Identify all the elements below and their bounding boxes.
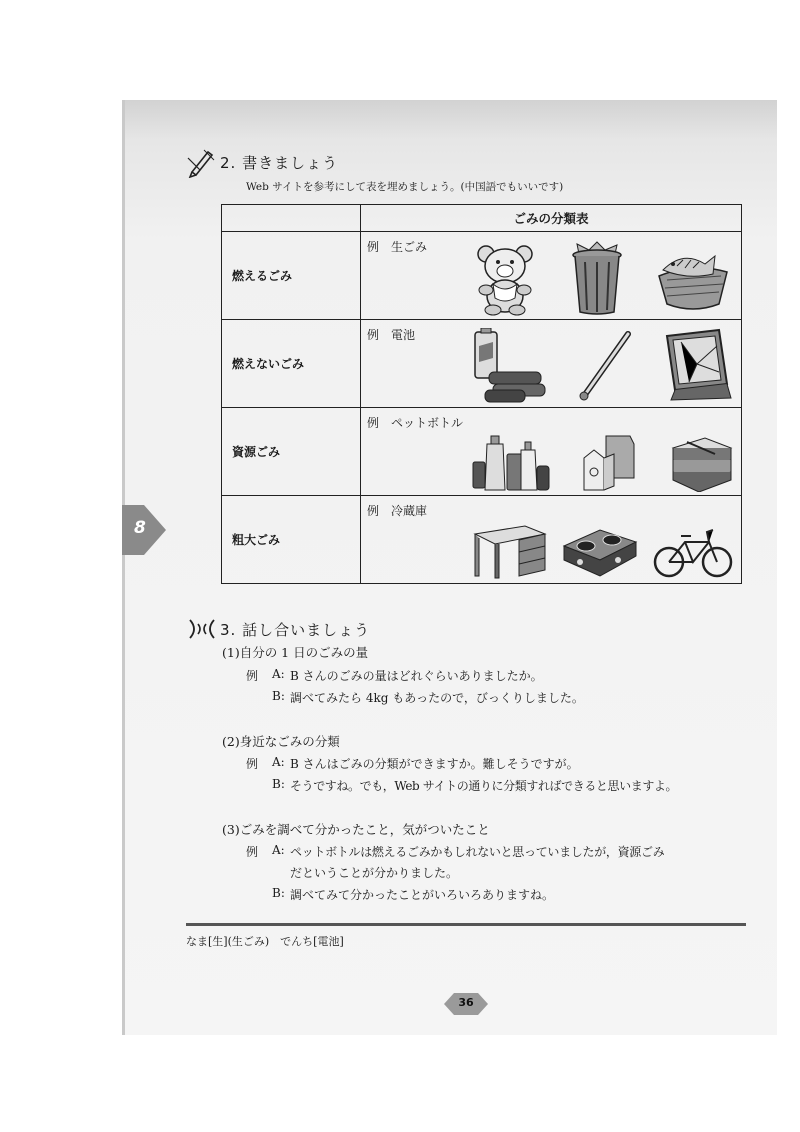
section2-title: 2. 書きましょう [220,154,339,172]
rei-label: 例 [246,845,259,859]
speaker-label: B: [272,689,285,703]
category-label: 粗大ごみ [222,496,361,584]
teddy-bear-icon [471,240,541,316]
dialogue-line: B さんはごみの分類ができますか。難しそうですが。 [290,757,579,771]
speaker-label: A: [272,755,285,769]
dialogue-line: 調べてみて分かったことがいろいろありますね。 [290,888,555,902]
pencil-icon [186,146,216,178]
rei-label: 例 [246,757,259,771]
discussion-heading-1: (1)自分の 1 日のごみの量 [222,645,369,660]
category-label: 燃えないごみ [222,320,361,408]
dialogue-line: B さんのごみの量はどれぐらいありましたか。 [290,669,543,683]
thermometer-icon [576,328,636,404]
footnote-divider [186,923,746,926]
broken-monitor-icon [661,328,733,404]
table-row [222,408,742,496]
rei-label: 例 [246,669,259,683]
table-header: ごみの分類表 [361,205,742,232]
section3-title: 3. 話し合いましょう [220,621,371,639]
table-row [222,496,742,584]
cartons-icon [580,432,640,492]
fish-basket-icon [653,240,733,316]
speaker-label: A: [272,843,285,857]
speaker-label: A: [272,667,285,681]
page-edge [122,100,125,1035]
batteries-icon [471,328,551,404]
example-text: 例 電池 [367,328,416,342]
example-text: 例 生ごみ [367,240,428,254]
table-corner-cell [222,205,361,232]
desk-icon [471,520,547,580]
dialogue-line: 調べてみたら 4kg もあったので，びっくりしました。 [290,691,584,705]
category-label: 資源ごみ [222,408,361,496]
classification-table [221,204,742,584]
bicycle-icon [653,520,733,580]
speaker-label: B: [272,777,285,791]
speaker-label: B: [272,886,285,900]
page-number: 36 [458,996,474,1009]
chapter-number: 8 [134,518,146,538]
footnote: なま[生](生ごみ) でんち[電池] [186,935,344,948]
table-row [222,232,742,320]
trash-can-icon [567,240,627,316]
dialogue-line: そうですね。でも，Web サイトの通りに分類すればできると思いますよ。 [290,779,678,793]
example-text: 例 冷蔵庫 [367,504,428,518]
bottles-cans-icon [471,432,551,492]
dialogue-line: だということが分かりました。 [290,866,459,880]
conversation-icon [186,616,218,642]
newspaper-stack-icon [669,432,733,492]
category-label: 燃えるごみ [222,232,361,320]
discussion-heading-3: (3)ごみを調べて分かったこと，気がついたこと [222,822,490,837]
dialogue-line: ペットボトルは燃えるごみかもしれないと思っていましたが，資源ごみ [290,845,665,859]
gas-stove-icon [560,520,640,580]
discussion-heading-2: (2)身近なごみの分類 [222,734,340,749]
example-text: 例 ペットボトル [367,416,464,430]
table-row [222,320,742,408]
section2-instruction: Web サイトを参考にして表を埋めましょう。(中国語でもいいです) [246,181,564,193]
